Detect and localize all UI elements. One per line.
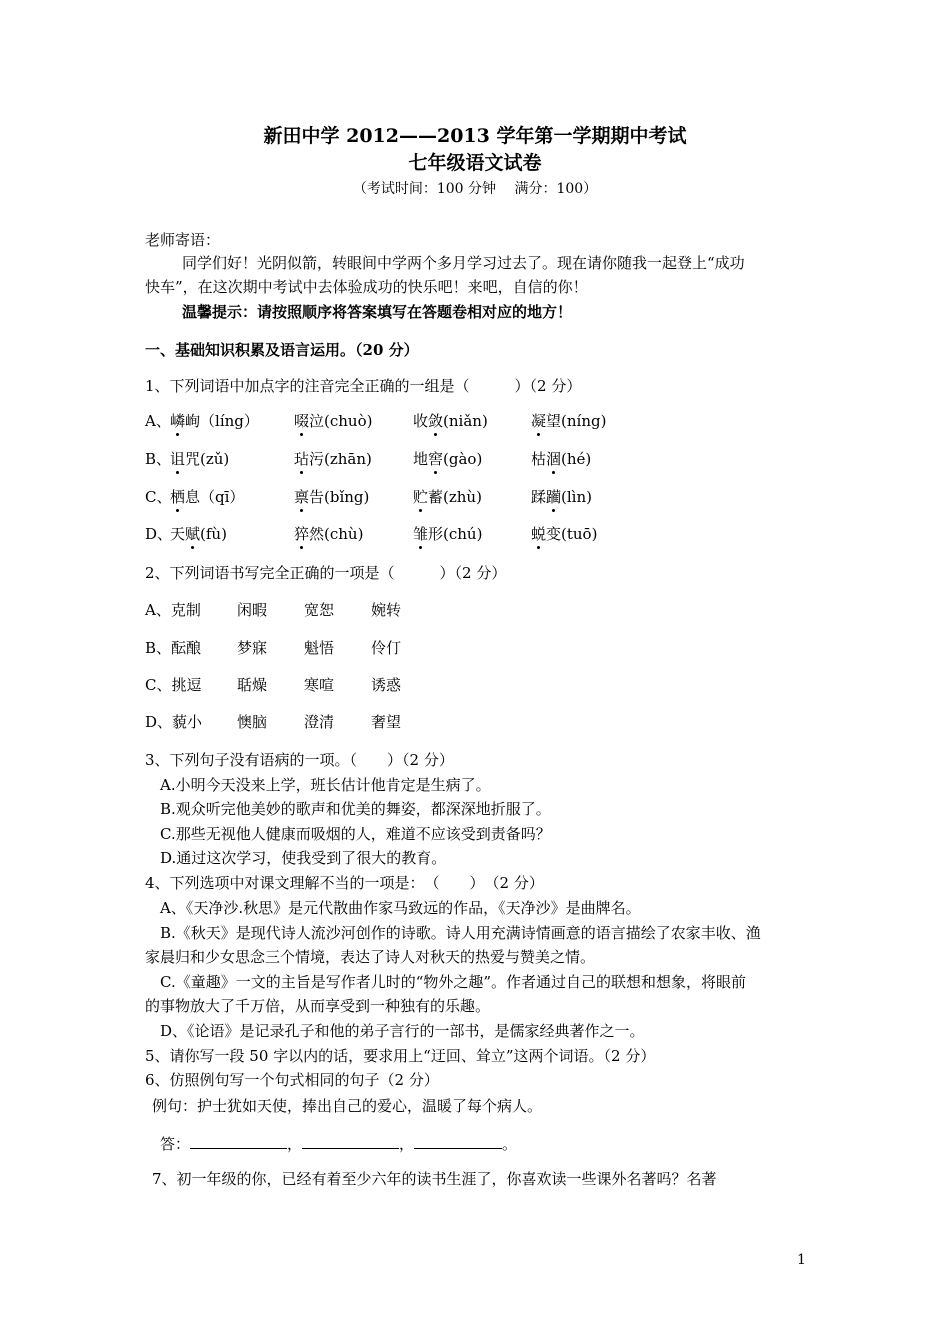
q6-blank-2[interactable] (302, 1133, 399, 1149)
q2-option-word: 魁悟 (304, 639, 335, 657)
q2-stem: 2、下列词语书写完全正确的一项是（ ）（2 分） (145, 564, 507, 582)
q5-stem: 5、请你写一段 50 字以内的话，要求用上“迂回、耸立”这两个词语。（2 分） (145, 1047, 656, 1065)
q6-comma-1: ， (287, 1135, 303, 1153)
q2-option-word: 闲暇 (237, 601, 268, 619)
q6-comma-2: ， (399, 1135, 415, 1153)
intro-paragraph-line2: 快车”，在这次期中考试中去体验成功的快乐吧！来吧，自信的你！ (145, 278, 588, 296)
q2-option-word: 梦寐 (237, 639, 268, 657)
q7-stem: 7、初一年级的你，已经有着至少六年的读书生涯了，你喜欢读一些课外名著吗？名著 (152, 1170, 717, 1188)
q4-stem: 4、下列选项中对课文理解不当的一项是： （ ） （2 分） (145, 874, 544, 892)
exam-info: （考试时间：100 分钟 满分：100） (352, 181, 598, 197)
q1-option-word: 枯涸(hé) (531, 450, 592, 468)
q2-option-label: C、挑逗 (145, 676, 202, 694)
q4-option-d: D、《论语》是记录孔子和他的弟子言行的一部书，是儒家经典著作之一。 (160, 1022, 645, 1040)
q3-stem: 3、下列句子没有语病的一项。（ ）（2 分） (145, 751, 454, 769)
q1-stem: 1、下列词语中加点字的注音完全正确的一组是（ ）（2 分） (145, 377, 582, 395)
q1-option-word: 贮蓄(zhù) (413, 488, 482, 506)
q6-blank-3[interactable] (414, 1133, 502, 1149)
q4-option-b-line1: B.《秋天》是现代诗人流沙河创作的诗歌。诗人用充满诗情画意的语言描绘了农家丰收、渔 (160, 924, 761, 942)
q1-option-word: 收敛(niǎn) (413, 412, 488, 430)
q1-option-word: 蹂躏(lìn) (531, 488, 592, 506)
q6-answer-line (160, 1133, 517, 1154)
q2-option-word: 聒燥 (237, 676, 268, 694)
intro-label: 老师寄语： (145, 231, 221, 249)
exam-subtitle: 七年级语文试卷 (408, 152, 542, 174)
q1-option-word: 栖息（qī） (170, 488, 245, 506)
q1-option-label: B、 (145, 450, 172, 468)
q1-option-word: 啜泣(chuò) (294, 412, 373, 430)
intro-paragraph-line1: 同学们好！光阴似箭，转眼间中学两个多月学习过去了。现在请你随我一起登上“成功 (182, 254, 745, 272)
intro-tip: 温馨提示：请按照顺序将答案填写在答题卷相对应的地方！ (182, 303, 573, 321)
q3-option-d: D.通过这次学习，使我受到了很大的教育。 (160, 849, 447, 867)
q1-option-word: 诅咒(zǔ) (170, 450, 230, 468)
q1-option-word: 雏形(chú) (413, 525, 483, 543)
q2-option-word: 婉转 (371, 601, 402, 619)
q3-option-b: B.观众听完他美妙的歌声和优美的舞姿，都深深地折服了。 (160, 800, 551, 818)
page-number: 1 (797, 1252, 806, 1268)
q1-option-word: 玷污(zhān) (294, 450, 372, 468)
q2-option-word: 宽恕 (304, 601, 335, 619)
q1-option-word: 蜕变(tuō) (531, 525, 598, 543)
q1-option-label: D、 (145, 525, 173, 543)
q6-answer-label: 答： (160, 1135, 191, 1153)
q6-stem: 6、仿照例句写一个句式相同的句子（2 分） (145, 1071, 439, 1089)
q1-option-word: 嶙峋（líng） (170, 412, 259, 430)
q4-option-c-line2: 的事物放大了千万倍，从而享受到一种独有的乐趣。 (145, 997, 491, 1015)
q1-option-label: A、 (145, 412, 171, 430)
q6-example: 例句：护士犹如天使，捧出自己的爱心，温暖了每个病人。 (152, 1097, 543, 1115)
q4-option-b-line2: 家晨归和少女思念三个情境，表达了诗人对秋天的热爱与赞美之情。 (145, 948, 596, 966)
q6-period: 。 (502, 1135, 518, 1153)
q1-option-word: 凝望(níng) (531, 412, 607, 430)
q2-option-word: 伶仃 (371, 639, 402, 657)
q6-blank-1[interactable] (190, 1133, 287, 1149)
q1-option-word: 猝然(chù) (294, 525, 364, 543)
q3-option-a: A.小明今天没来上学，班长估计他肯定是生病了。 (160, 776, 491, 794)
q1-option-label: C、 (145, 488, 172, 506)
q2-option-word: 澄清 (304, 713, 335, 731)
q1-option-word: 禀告(bǐng) (294, 488, 370, 506)
section1-heading: 一、基础知识积累及语言运用。（20 分） (145, 341, 419, 359)
q1-option-word: 天赋(fù) (170, 525, 227, 543)
q2-option-label: A、克制 (145, 601, 201, 619)
q4-option-a: A、《天净沙.秋思》是元代散曲作家马致远的作品，《天净沙》是曲牌名。 (160, 899, 641, 917)
q2-option-label: B、酝酿 (145, 639, 202, 657)
q3-option-c: C.那些无视他人健康而吸烟的人，难道不应该受到责备吗？ (160, 825, 551, 843)
q2-option-word: 懊脑 (237, 713, 268, 731)
exam-title: 新田中学 2012——2013 学年第一学期期中考试 (263, 125, 687, 147)
q4-option-c-line1: C.《童趣》一文的主旨是写作者儿时的“物外之趣”。作者通过自己的联想和想象，将眼前 (160, 973, 747, 991)
q2-option-label: D、藐小 (145, 713, 203, 731)
q1-option-word: 地窖(gào) (413, 450, 483, 468)
q2-option-word: 诱惑 (371, 676, 402, 694)
q2-option-word: 寒喧 (304, 676, 335, 694)
q2-option-word: 奢望 (371, 713, 402, 731)
